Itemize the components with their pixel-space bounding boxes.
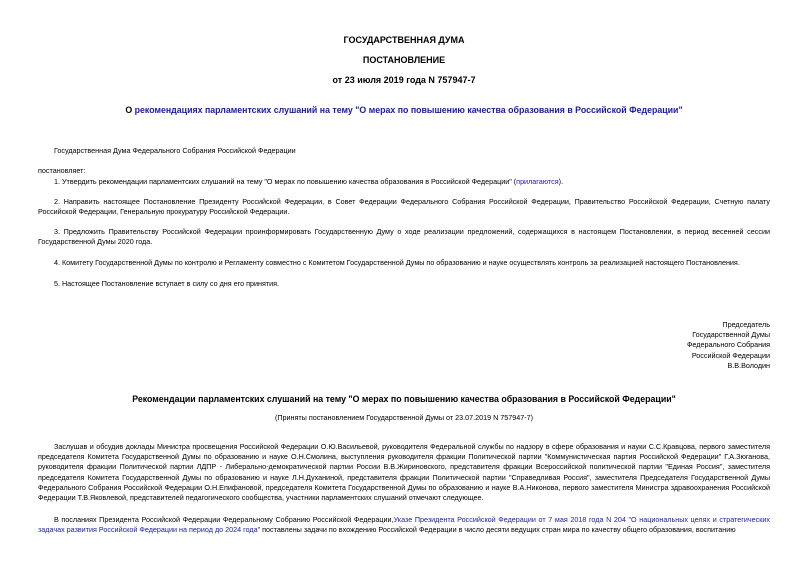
item-1 bbox=[54, 177, 563, 187]
title-link[interactable]: рекомендациях парламентских слушаний на тему "О мерах по повышению качества образования в Российской Федерации" bbox=[134, 105, 683, 115]
para-2-start: В посланиях Президента Российской Федерации Федеральному Собранию Российской Федерации, bbox=[54, 515, 394, 524]
para-2-end: поставлены задачи по вхождению Российской Федерации в число десяти ведущих стран мира по качеству общего образования, воспитанию bbox=[260, 525, 736, 535]
item-3: 3. Предложить Правительству Российской Федерации проинформировать Государственную Думу о ходе реализации предложений, содержащихся в настоящем Постановлении, в период весенней сессии Государственной Думы 2020 года. bbox=[38, 227, 770, 247]
item-1-end: ). bbox=[558, 177, 564, 186]
document-title bbox=[38, 104, 770, 116]
signature-line-1: Председатель bbox=[722, 320, 770, 329]
item-2: 2. Направить настоящее Постановление Президенту Российской Федерации, в Совет Федерации Федерального Собрания Российской Федерации, Правительство Российской Федерации, Счетную палату Российской Федерации, Генеральную прокуратуру Российской Федерации. bbox=[38, 197, 770, 217]
decree-link[interactable]: Указе Президента Российской Федерации от 7 мая 2018 года N 204 "О национальных целях и стратегических задачах развития Российской Федерации на период до 2024 года" bbox=[38, 515, 770, 535]
intro-text: Государственная Дума Федерального Собрания Российской Федерации bbox=[54, 146, 296, 155]
doc-type-heading: ПОСТАНОВЛЕНИЕ bbox=[362, 55, 446, 65]
item-4: 4. Комитету Государственной Думы по контролю и Регламенту совместно с Комитетом Государственной Думы по образованию и науке осуществлять контроль за реализацией настоящего Постановления. bbox=[54, 258, 740, 267]
signature-line-5: В.В.Володин bbox=[727, 360, 770, 370]
item-1-link[interactable]: прилагаются bbox=[516, 177, 559, 186]
signature-line-2: Государственной Думы bbox=[692, 330, 770, 340]
title-prefix: О bbox=[125, 105, 135, 115]
recommendations-title: Рекомендации парламентских слушаний на тему "О мерах по повышению качества образования в Российской Федерации" bbox=[132, 394, 676, 404]
recommendations-para-2 bbox=[38, 515, 770, 535]
signature-block bbox=[687, 320, 770, 371]
signature-line-3: Федерального Собрания bbox=[686, 340, 770, 350]
item-5: 5. Настоящее Постановление вступает в силу со дня его принятия. bbox=[54, 279, 280, 288]
recommendations-adopted: (Приняты постановлением Государственной Думы от 23.07.2019 N 757947-7) bbox=[274, 413, 534, 422]
date-number-heading: от 23 июля 2019 года N 757947-7 bbox=[332, 75, 476, 85]
document-page bbox=[38, 0, 770, 571]
resolves-text: постановляет: bbox=[38, 166, 86, 175]
recommendations-para-1: Заслушав и обсудив доклады Министра просвещения Российской Федерации О.Ю.Васильевой, руководителя Федеральной службы по надзору в сфере образования и науки С.С.Кравцова, первого заместителя председателя Комитета Государственной Думы по образованию и науке О.Н.Смолина, выступления руководителя фракции Политической партии "Коммунистическая партия Российской Федерации" Г.А.Зюганова, руководителя фракции Политической партии ЛДПР - Либерально-демократической партии России В.В.Жириновского, представителя фракции Всероссийской политической партии "Единая Россия", заместителя председателя Комитета Государственной Думы по образованию и науке Л.Н.Духаниной, представителя фракции Политической партии "Справедливая Россия", заместителя Председателя Государственной Думы Федерального Собрания Российской Федерации О.Н.Епифановой, председателя Комитета Государственной Думы по образованию и науке В.А.Никонова, первого заместителя Министра здравоохранения Российской Федерации Т.В.Яковлевой, представителей педагогического сообщества, участники парламентских слушаний отмечают следующее. bbox=[38, 442, 770, 503]
signature-line-4: Российской Федерации bbox=[691, 350, 770, 360]
item-1-text: 1. Утвердить рекомендации парламентских слушаний на тему "О мерах по повышению качества образования в Российской Федерации" ( bbox=[54, 177, 517, 186]
org-heading: ГОСУДАРСТВЕННАЯ ДУМА bbox=[343, 35, 465, 45]
